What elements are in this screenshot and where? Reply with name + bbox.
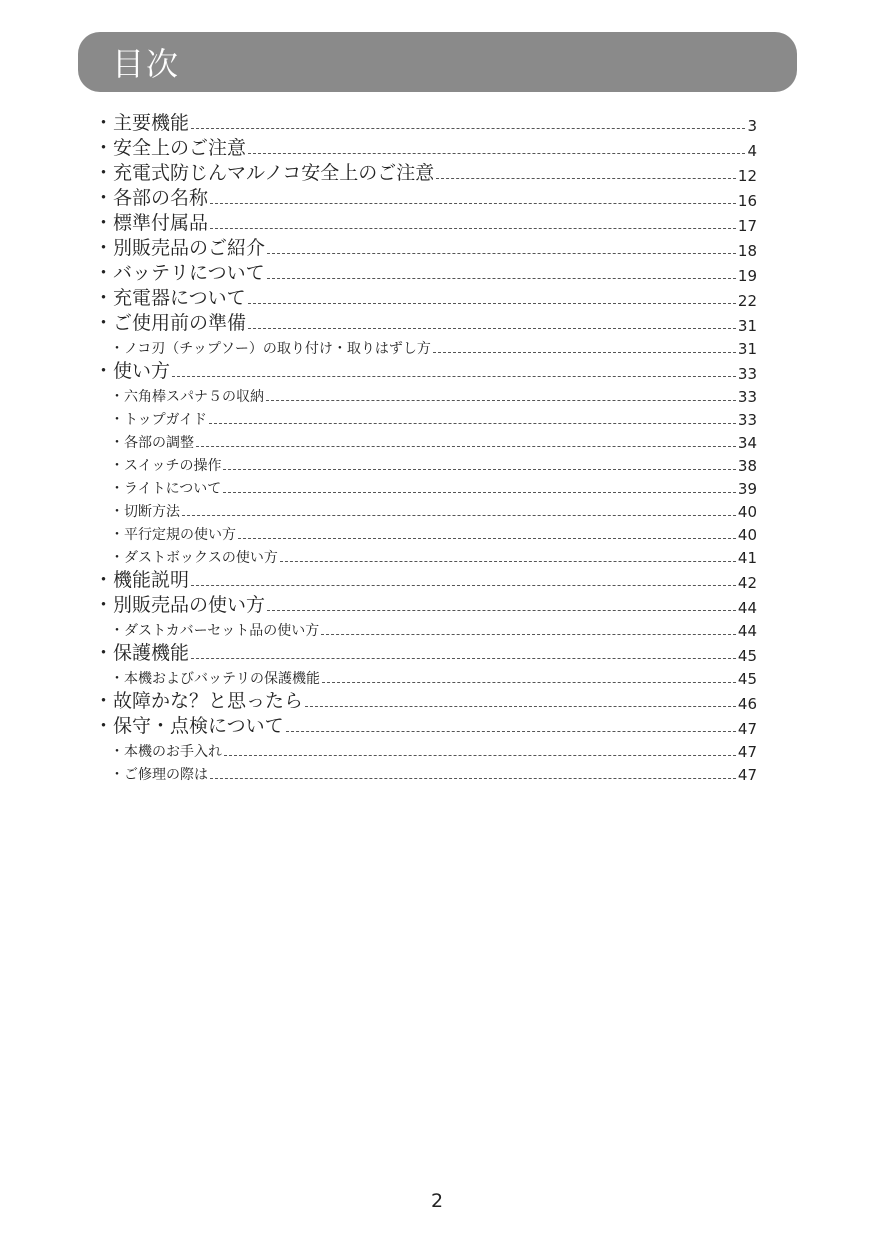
dotted-leader <box>433 352 736 353</box>
toc-entry-label: ・各部の調整 <box>110 434 194 451</box>
toc-entry-page-number: 47 <box>737 765 757 784</box>
toc-entry-page-number: 19 <box>737 266 757 285</box>
toc-subentry[interactable] <box>94 520 757 543</box>
toc-entry-page-number: 39 <box>737 479 757 498</box>
dotted-leader <box>267 610 736 611</box>
toc-entry-label: ・機能説明 <box>94 569 190 592</box>
toc-entry-page-number: 40 <box>737 525 757 544</box>
toc-subentry[interactable] <box>94 428 757 451</box>
dotted-leader <box>209 423 736 424</box>
dotted-leader <box>210 778 736 779</box>
toc-entry-page-number: 38 <box>737 456 757 475</box>
toc-subentry[interactable] <box>94 616 757 639</box>
toc-entry-page-number: 33 <box>737 364 757 383</box>
toc-entry-label: ・本機のお手入れ <box>110 743 222 760</box>
toc-subentry[interactable] <box>94 543 757 566</box>
toc-entry[interactable] <box>94 109 757 134</box>
toc-entry-label: ・本機およびバッテリの保護機能 <box>110 670 320 687</box>
dotted-leader <box>191 658 736 659</box>
toc-entry-label: ・ダストカバーセット品の使い方 <box>110 622 320 639</box>
toc-entry-page-number: 47 <box>737 719 757 738</box>
toc-entry-label: ・故障かな？と思ったら <box>94 690 304 713</box>
toc-subentry[interactable] <box>94 334 757 357</box>
dotted-leader <box>238 538 736 539</box>
page-number: 2 <box>430 1190 444 1212</box>
toc-subentry[interactable] <box>94 664 757 687</box>
toc-entry-label: ・各部の名称 <box>94 187 209 210</box>
toc-entry-page-number: 34 <box>737 433 757 452</box>
toc-entry[interactable] <box>94 234 757 259</box>
toc-entry[interactable] <box>94 159 757 184</box>
toc-entry-label: ・標準付属品 <box>94 212 209 235</box>
toc-entry-page-number: 12 <box>737 166 757 185</box>
dotted-leader <box>248 303 736 304</box>
toc-entry-page-number: 44 <box>737 598 757 617</box>
dotted-leader <box>191 585 736 586</box>
toc-entry-page-number: 42 <box>737 573 757 592</box>
toc-entry-page-number: 4 <box>747 141 757 160</box>
toc-entry-label: ・ダストボックスの使い方 <box>110 549 278 566</box>
toc-entry-label: ・別販売品のご紹介 <box>94 237 266 260</box>
page-title: 目次 <box>112 45 181 83</box>
toc-entry-label: ・安全上のご注意 <box>94 137 247 160</box>
toc-entry-label: ・バッテリについて <box>94 262 265 285</box>
toc-entry[interactable] <box>94 309 757 334</box>
dotted-leader <box>210 228 736 229</box>
toc-subentry[interactable] <box>94 737 757 760</box>
toc-entry-label: ・充電器について <box>94 287 246 310</box>
toc-entry[interactable] <box>94 591 757 616</box>
toc-subentry[interactable] <box>94 760 757 783</box>
dotted-leader <box>191 128 745 129</box>
dotted-leader <box>172 376 736 377</box>
toc-entry-page-number: 45 <box>737 646 757 665</box>
toc-entry[interactable] <box>94 357 757 382</box>
dotted-leader <box>210 203 736 204</box>
dotted-leader <box>196 446 736 447</box>
dotted-leader <box>248 153 745 154</box>
dotted-leader <box>286 731 736 732</box>
toc-entry-label: ・ご使用前の準備 <box>94 312 247 335</box>
toc-entry[interactable] <box>94 184 757 209</box>
toc-entry-label: ・スイッチの操作 <box>110 457 222 474</box>
toc-entry-label: ・使い方 <box>94 360 171 383</box>
toc-entry-label: ・ライトについて <box>110 480 222 497</box>
toc-subentry[interactable] <box>94 474 757 497</box>
toc-entry-page-number: 46 <box>737 694 757 713</box>
toc-entry[interactable] <box>94 687 757 712</box>
dotted-leader <box>305 706 736 707</box>
dotted-leader <box>321 634 736 635</box>
toc-entry-label: ・別販売品の使い方 <box>94 594 266 617</box>
dotted-leader <box>182 515 736 516</box>
toc-entry-page-number: 22 <box>737 291 757 310</box>
dotted-leader <box>223 469 735 470</box>
toc-subentry[interactable] <box>94 451 757 474</box>
dotted-leader <box>266 400 736 401</box>
toc-entry-label: ・トップガイド <box>110 411 208 428</box>
table-of-contents <box>94 109 757 783</box>
toc-entry-page-number: 45 <box>737 669 757 688</box>
toc-entry-label: ・保護機能 <box>94 642 190 665</box>
toc-entry-label: ・ノコ刃（チップソー）の取り付け・取りはずし方 <box>110 340 431 357</box>
toc-entry-label: ・充電式防じんマルノコ安全上のご注意 <box>94 162 435 185</box>
dotted-leader <box>224 755 736 756</box>
dotted-leader <box>267 253 736 254</box>
toc-entry[interactable] <box>94 259 757 284</box>
toc-subentry[interactable] <box>94 382 757 405</box>
toc-subentry[interactable] <box>94 497 757 520</box>
toc-entry-page-number: 33 <box>737 410 757 429</box>
toc-entry-page-number: 16 <box>737 191 757 210</box>
toc-header-bar <box>78 32 797 92</box>
toc-entry[interactable] <box>94 284 757 309</box>
toc-entry[interactable] <box>94 639 757 664</box>
toc-entry-label: ・主要機能 <box>94 112 190 135</box>
dotted-leader <box>322 682 736 683</box>
toc-entry[interactable] <box>94 712 757 737</box>
toc-entry-label: ・平行定規の使い方 <box>110 526 236 543</box>
toc-entry[interactable] <box>94 134 757 159</box>
toc-entry-page-number: 41 <box>737 548 757 567</box>
dotted-leader <box>436 178 736 179</box>
toc-entry-page-number: 18 <box>737 241 757 260</box>
toc-subentry[interactable] <box>94 405 757 428</box>
dotted-leader <box>248 328 736 329</box>
toc-entry[interactable] <box>94 566 757 591</box>
toc-entry-label: ・六角棒スパナ５の収納 <box>110 388 264 405</box>
toc-entry-page-number: 44 <box>737 621 757 640</box>
toc-entry-page-number: 40 <box>737 502 757 521</box>
toc-entry[interactable] <box>94 209 757 234</box>
toc-entry-page-number: 47 <box>737 742 757 761</box>
dotted-leader <box>223 492 736 493</box>
toc-entry-label: ・保守・点検について <box>94 715 284 738</box>
toc-entry-page-number: 31 <box>737 316 757 335</box>
toc-entry-page-number: 33 <box>737 387 757 406</box>
dotted-leader <box>280 561 736 562</box>
toc-entry-label: ・切断方法 <box>110 503 180 520</box>
toc-entry-label: ・ご修理の際は <box>110 766 208 783</box>
toc-entry-page-number: 17 <box>737 216 757 235</box>
dotted-leader <box>267 278 736 279</box>
toc-entry-page-number: 31 <box>737 339 757 358</box>
toc-entry-page-number: 3 <box>747 116 757 135</box>
